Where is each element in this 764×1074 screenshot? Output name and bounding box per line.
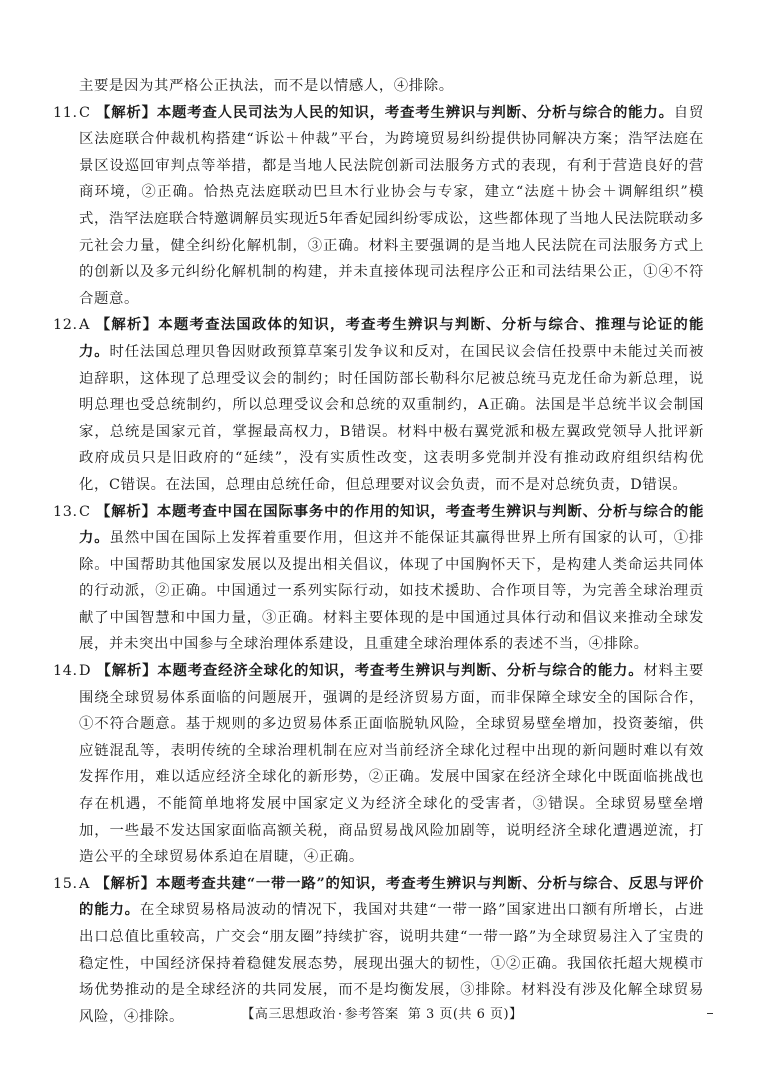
analysis-tag: 【解析】 <box>95 316 159 334</box>
item-lead: 本题考查法国政体的知识，考查考生辨识与判断、分析与综合、推理与论证的能力。 <box>79 316 704 360</box>
footer-page-number: 第 3 页(共 6 页) <box>407 1007 510 1022</box>
analysis-tag: 【解析】 <box>96 502 157 520</box>
footer-subject: 高三思想政治 <box>254 1007 336 1022</box>
item-number: 13. <box>53 503 78 520</box>
item-lead: 本题考查经济全球化的知识，考查考生辨识与判断、分析与综合的能力。 <box>157 662 644 680</box>
footer-doc: 参考答案 <box>344 1007 399 1022</box>
item-number: 12. <box>53 317 78 334</box>
analysis-tag: 【解析】 <box>96 662 158 680</box>
answer-item-13 <box>53 499 705 659</box>
answer-item-12 <box>53 312 705 498</box>
item-body: 时任法国总理贝鲁因财政预算草案引发争议和反对，在国民议会信任投票中未能过关而被迫辞职，这体现了总理受议会的制约；时任国防部长勒科尔尼被总统马克龙任命为新总理，说明总理也受总统制约，所以总理受议会和总统的双重制约，A正确。法国是半总统半议会制国家，总统是国家元首，掌握最高权力，B错误。材料中极右翼党派和极左翼政党领导人批评新政府成员只是旧政府的“延续”，没有实质性改变，这表明多党制并没有推动政府组织结构优化，C错误。在法国，总理由总统任命，但总理要对议会负责，而不是对总统负责，D错误。 <box>79 343 705 493</box>
corner-mark <box>707 1013 713 1014</box>
item-number: 14. <box>53 663 78 680</box>
item-answer: A <box>79 875 90 892</box>
footer-right-bracket: 】 <box>509 1007 523 1022</box>
footer-left-bracket: 【 <box>241 1007 255 1022</box>
footer-dot: · <box>337 1007 343 1022</box>
answer-item-11 <box>53 100 704 313</box>
item-body: 材料主要围绕全球贸易体系面临的问题展开，强调的是经济贸易方面，而非保障全球安全的国际合作，①不符合题意。基于规则的多边贸易体系正面临脱轨风险，全球贸易壁垒增加，投资萎缩，供应链混乱等，表明传统的全球治理机制在应对当前经济全球化过程中出现的新问题时难以有效发挥作用，难以适应经济全球化的新形势，②正确。发展中国家在经济全球化中既面临挑战也存在机遇，不能简单地将发展中国家定义为经济全球化的受害者，③错误。全球贸易壁垒增加，一些最不发达国家面临高额关税，商品贸易战风险加剧等，说明经济全球化遭遇逆流，打造公平的全球贸易体系迫在眉睫，④正确。 <box>79 663 705 866</box>
analysis-tag: 【解析】 <box>95 874 156 892</box>
item-number: 15. <box>53 875 78 892</box>
answer-item-14 <box>53 658 705 871</box>
item-body: 虽然中国在国际上发挥着重要作用，但这并不能保证其赢得世界上所有国家的认可，①排除。中国帮助其他国家发展以及提出相关倡议，体现了中国胸怀天下，是构建人类命运共同体的行动派，②正确。中国通过一系列实际行动，如技术援助、合作项目等，为完善全球治理贡献了中国智慧和中国力量，③正确。材料主要体现的是中国通过具体行动和倡议来推动全球发展，并未突出中国参与全球治理体系建设，且重建全球治理体系的表述不当，④排除。 <box>79 530 705 653</box>
item-lead: 本题考查人民司法为人民的知识，考查考生辨识与判断、分析与综合的能力。 <box>156 103 674 121</box>
item-answer: A <box>79 317 90 334</box>
item-answer: C <box>79 104 91 121</box>
page-footer <box>0 1003 764 1022</box>
item-body: 自贸区法庭联合仲裁机构搭建“诉讼＋仲裁”平台，为跨境贸易纠纷提供协同解决方案；浩罕法庭在景区设巡回审判点等举措，都是当地人民法院创新司法服务方式的表现，有利于营造良好的营商环境，②正确。恰热克法庭联动巴旦木行业协会与专家，建立“法庭＋协会＋调解组织”模式，浩罕法庭联合特邀调解员实现近5年香妃园纠纷零成讼，这些都体现了当地人民法院联动多元社会力量，健全纠纷化解机制，③正确。材料主要强调的是当地人民法院在司法服务方式上的创新以及多元纠纷化解机制的构建，并未直接体现司法程序公正和司法结果公正，①④不符合题意。 <box>79 104 704 307</box>
intro-line: 主要是因为其严格公正执法，而不是以情感人，④排除。 <box>79 78 454 94</box>
item-body: 在全球贸易格局波动的情况下，我国对共建“一带一路”国家进出口额有所增长，占进出口总值比重较高，广交会“朋友圈”持续扩容，说明共建“一带一路”为全球贸易注入了宝贵的稳定性，中国经济保持着稳健发展态势，展现出强大的韧性，①②正确。我国依托超大规模市场优势推动的是全球经济的共同发展，而不是均衡发展，③排除。材料没有涉及化解全球贸易风险，④排除。 <box>79 902 704 1025</box>
item-answer: C <box>79 503 91 520</box>
item-lead: 本题考查中国在国际事务中的作用的知识，考查考生辨识与判断、分析与综合的能力。 <box>79 502 704 547</box>
item-answer: D <box>79 663 92 680</box>
item-lead: 本题考查共建“一带一路”的知识，考查考生辨识与判断、分析与综合、反思与评价的能力。 <box>79 874 704 919</box>
analysis-tag: 【解析】 <box>96 103 157 121</box>
item-number: 11. <box>53 104 78 121</box>
